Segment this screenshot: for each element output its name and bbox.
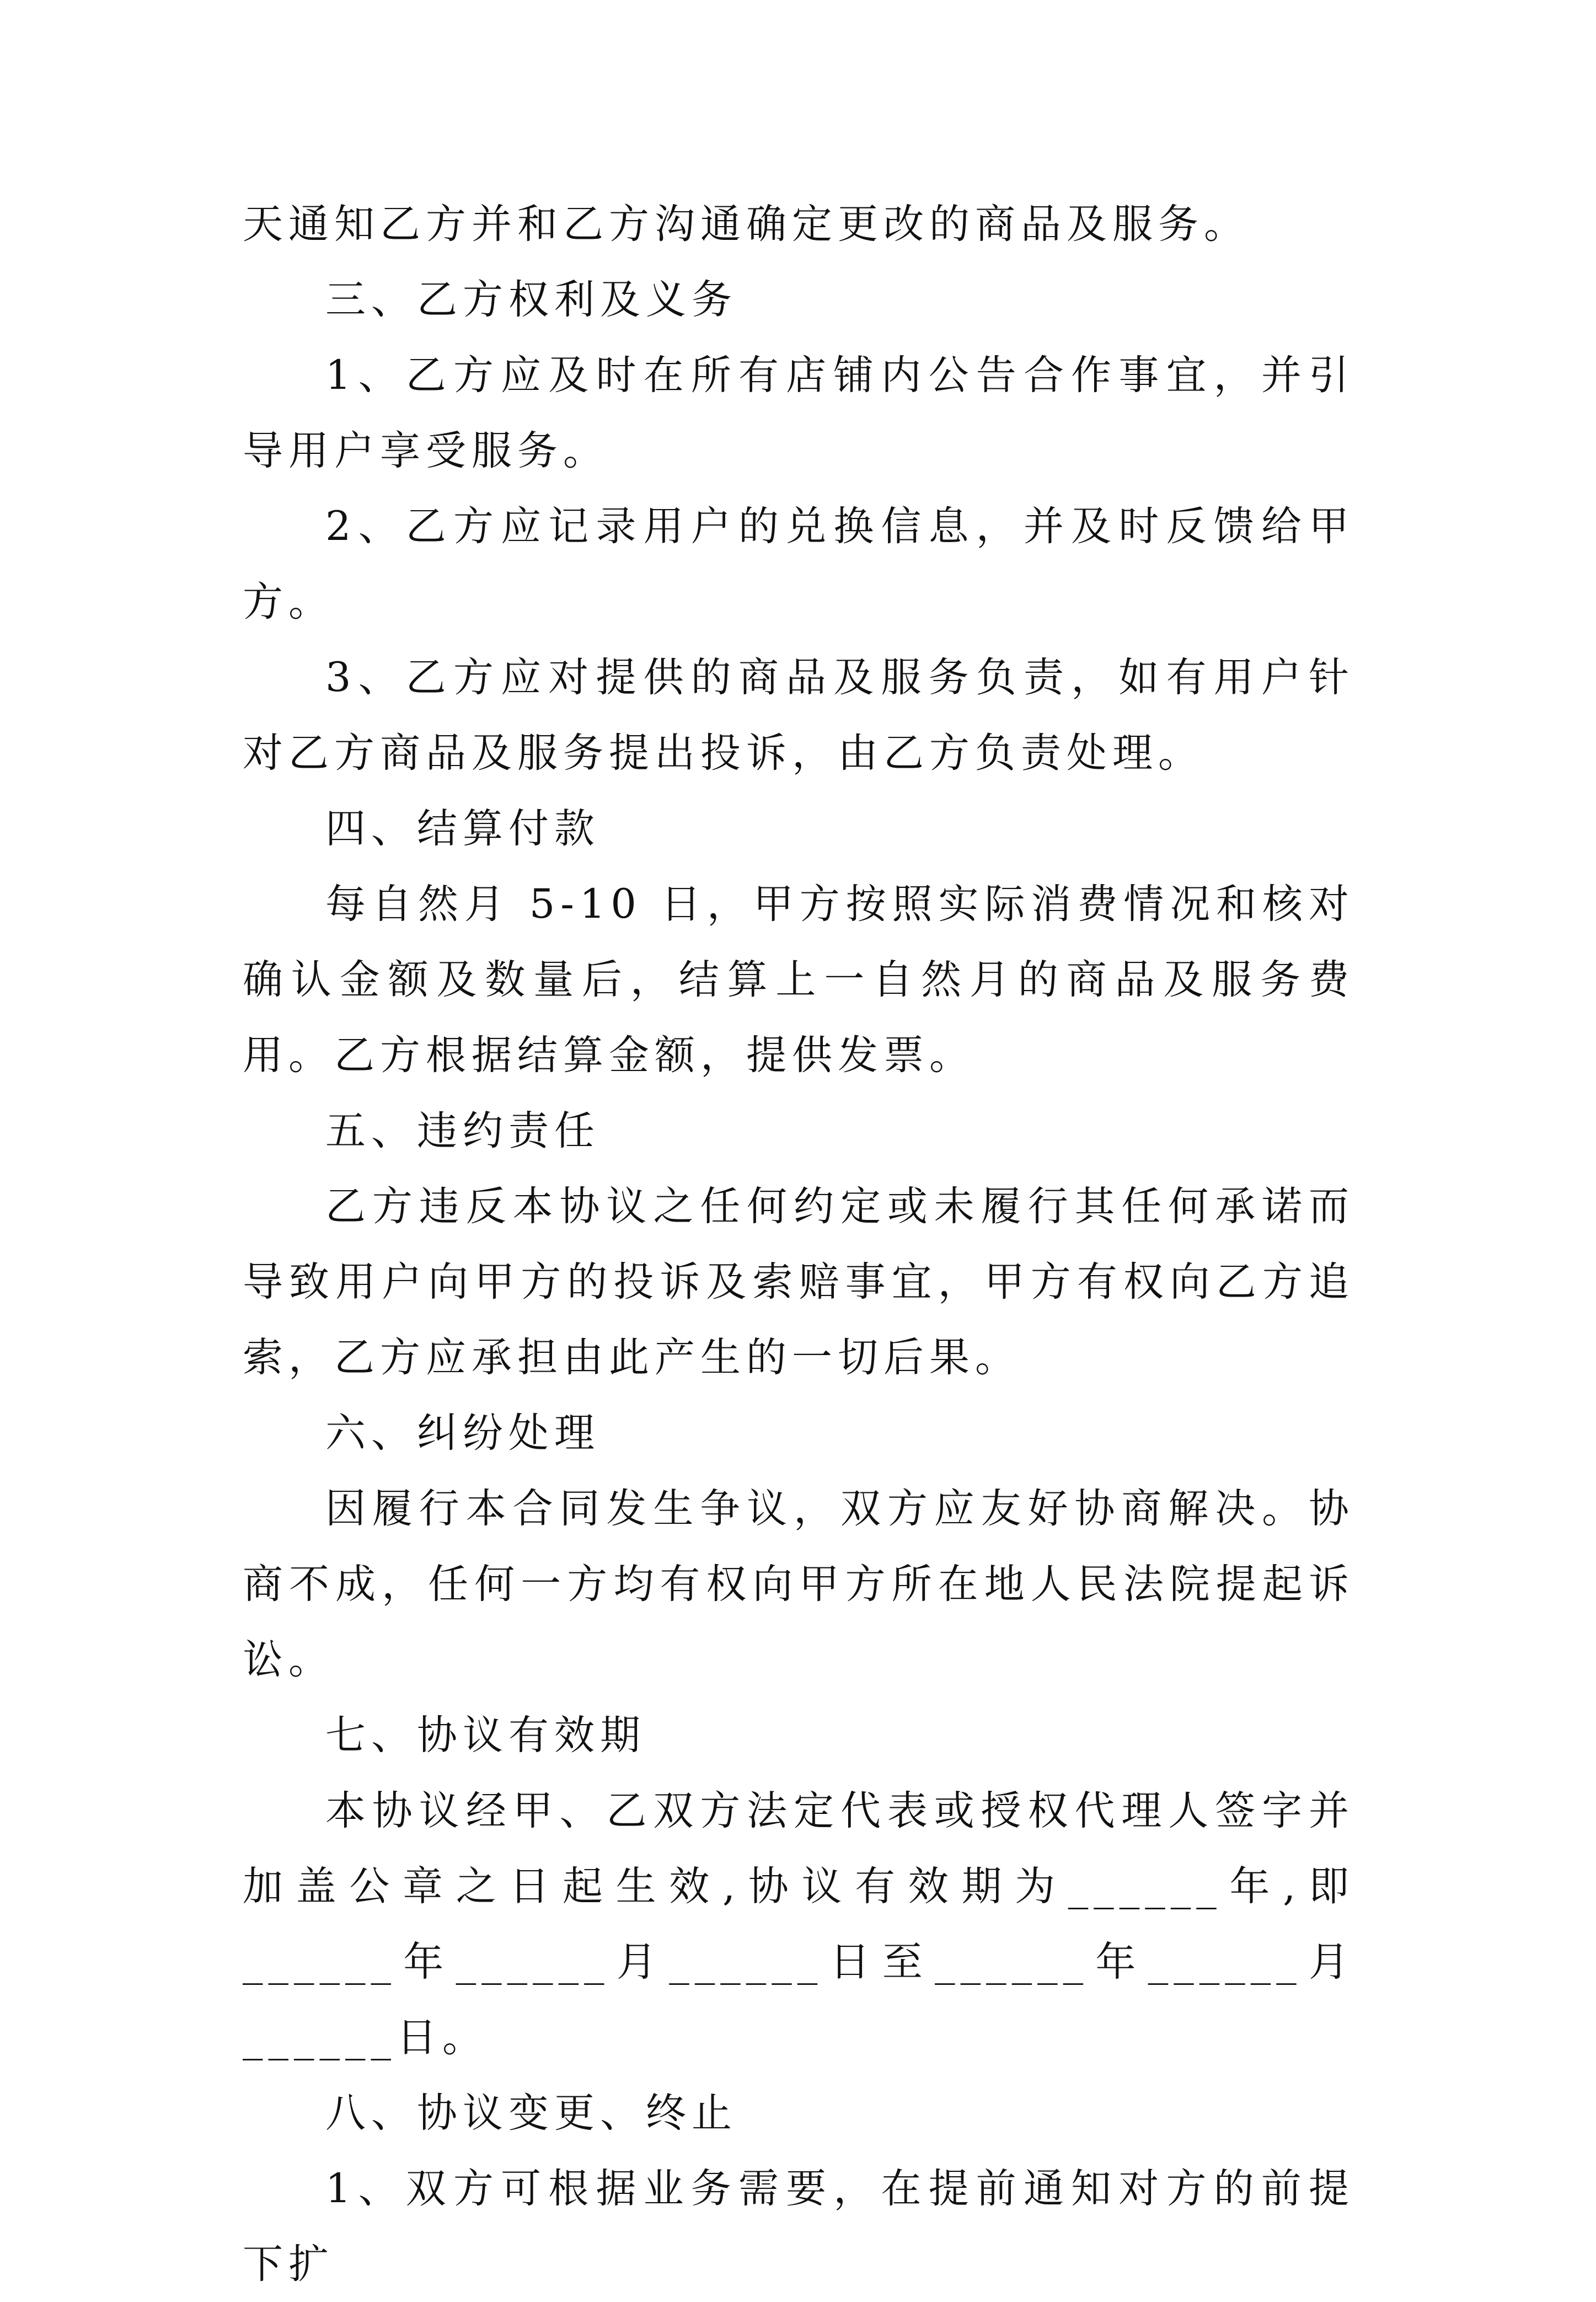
paragraph-announce-cooperation: 1、乙方应及时在所有店铺内公告合作事宜，并引导用户享受服务。: [243, 352, 1354, 474]
paragraph-change-1: 1、双方可根据业务需要，在提前通知对方的前提下扩: [243, 2165, 1354, 2288]
paragraph-record-exchange: 2、乙方应记录用户的兑换信息，并及时反馈给甲方。: [243, 503, 1354, 625]
paragraph-settlement: 每自然月 5-10 日，甲方按照实际消费情况和核对确认金额及数量后，结算上一自然月的商品及服务费用。乙方根据结算金额，提供发票。: [243, 881, 1354, 1079]
section-heading-validity: 七、协议有效期: [325, 1712, 646, 1759]
section-heading-settlement: 四、结算付款: [325, 805, 600, 852]
section-heading-change-termination: 八、协议变更、终止: [325, 2090, 737, 2137]
section-heading-rights-obligations: 三、乙方权利及义务: [325, 276, 737, 323]
paragraph-continued: 天通知乙方并和乙方沟通确定更改的商品及服务。: [243, 201, 1250, 248]
paragraph-dispute: 因履行本合同发生争议，双方应友好协商解决。协商不成，任何一方均有权向甲方所在地人民法院提起诉讼。: [243, 1485, 1354, 1683]
paragraph-liability: 乙方违反本协议之任何约定或未履行其任何承诺而导致用户向甲方的投诉及索赔事宜，甲方有权向乙方追索，乙方应承担由此产生的一切后果。: [243, 1183, 1354, 1381]
document-body: [243, 186, 1354, 2302]
paragraph-validity: 本协议经甲、乙双方法定代表或授权代理人签字并加盖公章之日起生效,协议有效期为______年,即______年______月______日至______年______月______日。: [243, 1787, 1354, 2061]
paragraph-goods-responsibility: 3、乙方应对提供的商品及服务负责，如有用户针对乙方商品及服务提出投诉，由乙方负责处理。: [243, 654, 1354, 777]
section-heading-dispute: 六、纠纷处理: [325, 1410, 600, 1457]
section-heading-liability: 五、违约责任: [325, 1107, 600, 1154]
